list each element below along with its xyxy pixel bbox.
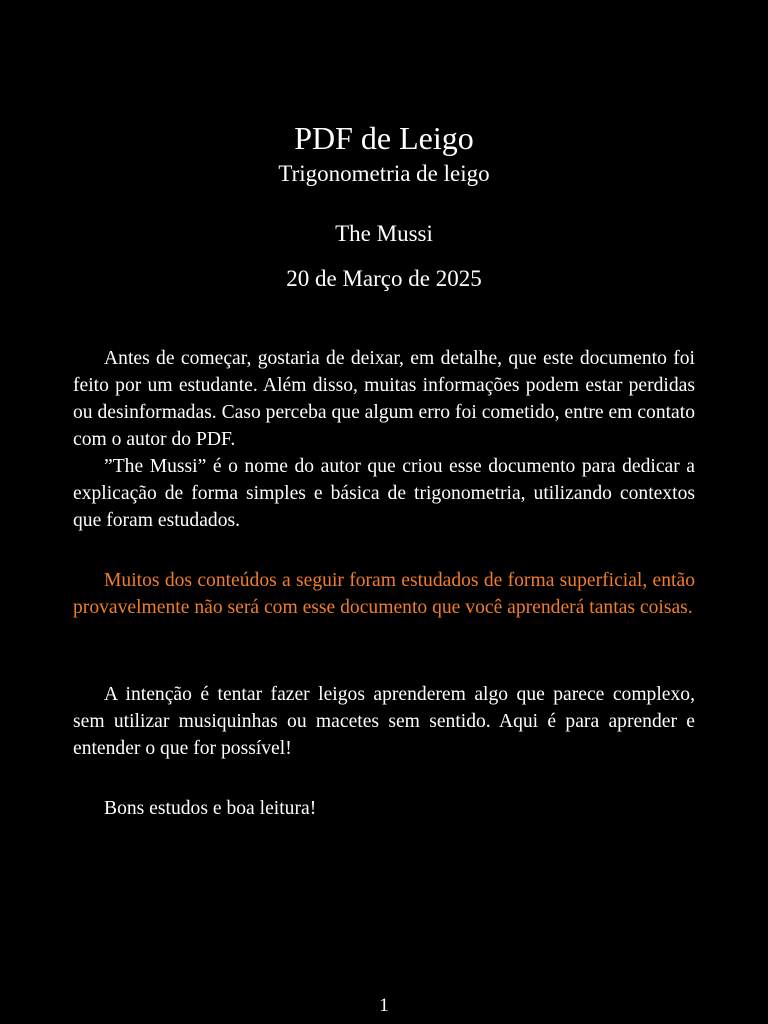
intro-section [73,345,695,534]
page-number: 1 [379,995,389,1016]
intention-section [73,681,695,762]
closing-section [73,795,695,822]
document-subtitle: Trigonometria de leigo [278,161,490,186]
document-author: The Mussi [335,221,433,246]
paragraph-closing: Bons estudos e boa leitura! [104,798,317,819]
document-title: PDF de Leigo [294,120,474,156]
paragraph-author-note: ”The Mussi” é o nome do autor que criou esse documento para dedicar a explicação de forma simples e básica de trigonometria, utilizando contextos que foram estudados. [73,456,695,531]
paragraph-warning: Muitos dos conteúdos a seguir foram estudados de forma superficial, então provavelmente não será com esse documento que você aprenderá tantas coisas. [73,570,695,618]
document-date: 20 de Março de 2025 [286,266,482,291]
paragraph-disclaimer: Antes de começar, gostaria de deixar, em detalhe, que este documento foi feito por um estudante. Além disso, muitas informações podem estar perdidas ou desinformadas. Caso perceba que algum erro foi cometido, entre em contato com o autor do PDF. [73,348,695,450]
paragraph-intention: A intenção é tentar fazer leigos aprenderem algo que parece complexo, sem utilizar musiquinhas ou macetes sem sentido. Aqui é para aprender e entender o que for possível! [73,684,695,759]
warning-section [73,567,695,621]
